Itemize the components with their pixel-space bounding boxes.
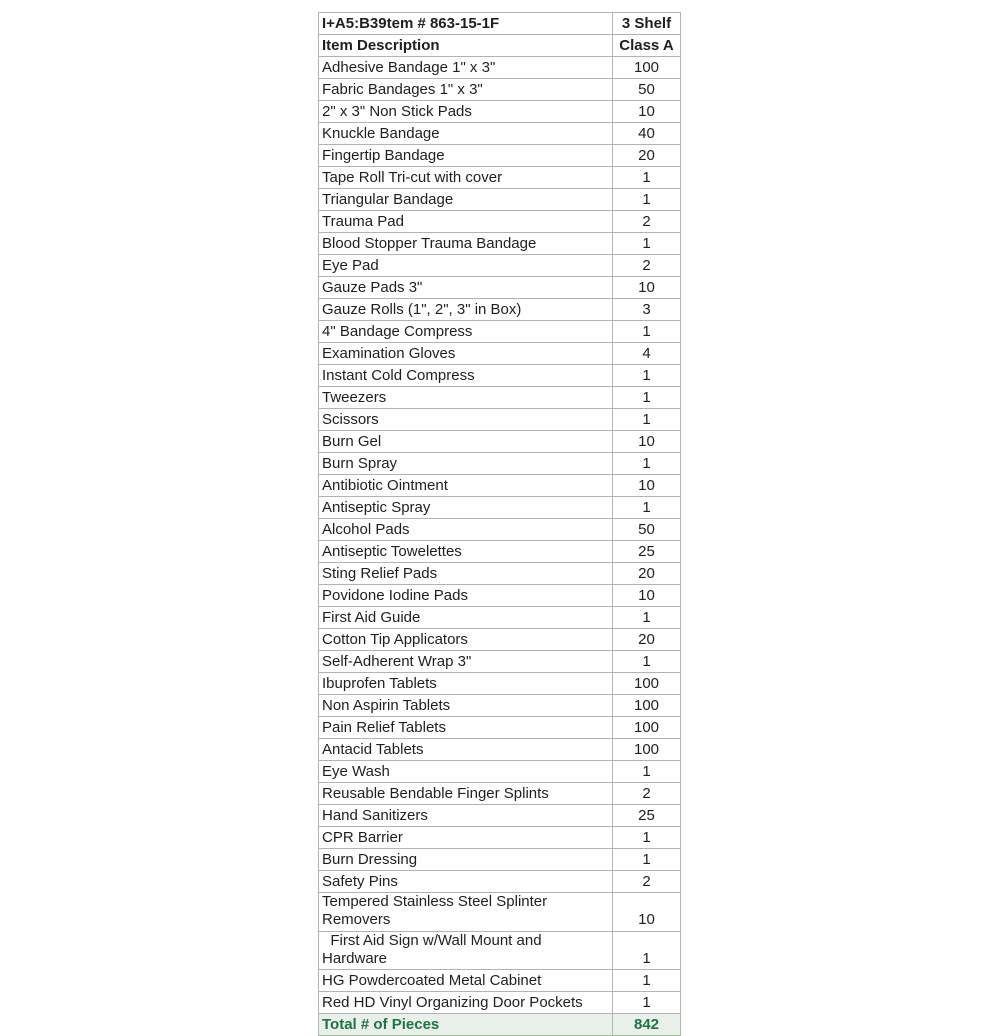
item-cell[interactable]: Burn Dressing xyxy=(319,849,613,871)
table-row xyxy=(319,497,681,519)
qty-cell[interactable]: 1 xyxy=(613,321,681,343)
item-cell[interactable]: Fingertip Bandage xyxy=(319,145,613,167)
qty-cell[interactable]: 100 xyxy=(613,739,681,761)
table-row xyxy=(319,255,681,277)
table-row xyxy=(319,783,681,805)
item-cell[interactable]: Safety Pins xyxy=(319,871,613,893)
table-row xyxy=(319,387,681,409)
item-cell[interactable]: Povidone Iodine Pads xyxy=(319,585,613,607)
qty-cell[interactable]: 25 xyxy=(613,805,681,827)
item-cell[interactable]: Eye Wash xyxy=(319,761,613,783)
table-row xyxy=(319,189,681,211)
title-row xyxy=(319,13,681,35)
qty-cell[interactable]: 1 xyxy=(613,497,681,519)
item-cell[interactable]: Cotton Tip Applicators xyxy=(319,629,613,651)
qty-cell[interactable]: 1 xyxy=(613,189,681,211)
qty-cell[interactable]: 2 xyxy=(613,255,681,277)
item-cell[interactable]: Pain Relief Tablets xyxy=(319,717,613,739)
qty-cell[interactable]: 4 xyxy=(613,343,681,365)
item-cell[interactable]: Tape Roll Tri-cut with cover xyxy=(319,167,613,189)
qty-cell[interactable]: 50 xyxy=(613,79,681,101)
item-cell[interactable]: Non Aspirin Tablets xyxy=(319,695,613,717)
table-row xyxy=(319,299,681,321)
item-cell[interactable]: Sting Relief Pads xyxy=(319,563,613,585)
table-row xyxy=(319,277,681,299)
qty-cell[interactable]: 10 xyxy=(613,101,681,123)
item-cell[interactable]: Blood Stopper Trauma Bandage xyxy=(319,233,613,255)
item-cell[interactable]: Hand Sanitizers xyxy=(319,805,613,827)
item-cell[interactable]: Self-Adherent Wrap 3" xyxy=(319,651,613,673)
qty-cell[interactable]: 1 xyxy=(613,761,681,783)
table-row xyxy=(319,651,681,673)
qty-cell[interactable]: 25 xyxy=(613,541,681,563)
item-cell[interactable]: Ibuprofen Tablets xyxy=(319,673,613,695)
item-description-header-cell[interactable]: Item Description xyxy=(319,35,613,57)
qty-cell[interactable]: 1 xyxy=(613,167,681,189)
first-aid-inventory-table xyxy=(318,12,681,1036)
qty-cell[interactable]: 1 xyxy=(613,365,681,387)
item-cell[interactable]: Fabric Bandages 1" x 3" xyxy=(319,79,613,101)
class-a-header-cell[interactable]: Class A xyxy=(613,35,681,57)
qty-cell[interactable]: 100 xyxy=(613,695,681,717)
table-row xyxy=(319,145,681,167)
table-row xyxy=(319,541,681,563)
item-cell[interactable]: Red HD Vinyl Organizing Door Pockets xyxy=(319,992,613,1014)
qty-cell[interactable]: 1 xyxy=(613,387,681,409)
table-row xyxy=(319,607,681,629)
qty-cell[interactable]: 10 xyxy=(613,277,681,299)
qty-cell[interactable]: 40 xyxy=(613,123,681,145)
table-row xyxy=(319,992,681,1014)
item-cell[interactable]: Examination Gloves xyxy=(319,343,613,365)
qty-cell[interactable]: 10 xyxy=(613,431,681,453)
item-cell[interactable]: Alcohol Pads xyxy=(319,519,613,541)
qty-cell[interactable]: 100 xyxy=(613,717,681,739)
qty-cell[interactable]: 10 xyxy=(613,585,681,607)
item-cell[interactable]: HG Powdercoated Metal Cabinet xyxy=(319,970,613,992)
table-row xyxy=(319,931,681,970)
table-row xyxy=(319,167,681,189)
table-row xyxy=(319,453,681,475)
table-row xyxy=(319,365,681,387)
item-cell[interactable]: Antibiotic Ointment xyxy=(319,475,613,497)
qty-cell[interactable]: 2 xyxy=(613,211,681,233)
item-cell[interactable]: Triangular Bandage xyxy=(319,189,613,211)
table-row xyxy=(319,673,681,695)
item-cell[interactable]: 4" Bandage Compress xyxy=(319,321,613,343)
table-row xyxy=(319,343,681,365)
qty-cell[interactable]: 1 xyxy=(613,233,681,255)
table-row xyxy=(319,431,681,453)
qty-cell[interactable]: 100 xyxy=(613,673,681,695)
item-cell[interactable]: First Aid Sign w/Wall Mount and Hardware xyxy=(319,931,613,970)
qty-cell[interactable]: 1 xyxy=(613,453,681,475)
table-row xyxy=(319,101,681,123)
item-cell[interactable]: Trauma Pad xyxy=(319,211,613,233)
table-row xyxy=(319,871,681,893)
item-cell[interactable]: Antiseptic Spray xyxy=(319,497,613,519)
total-value-cell[interactable]: 842 xyxy=(613,1014,681,1036)
item-cell[interactable]: Antiseptic Towelettes xyxy=(319,541,613,563)
table-row xyxy=(319,827,681,849)
table-row xyxy=(319,970,681,992)
table-row xyxy=(319,475,681,497)
item-cell[interactable]: Gauze Pads 3" xyxy=(319,277,613,299)
table-row xyxy=(319,123,681,145)
item-cell[interactable]: CPR Barrier xyxy=(319,827,613,849)
item-cell[interactable]: Burn Gel xyxy=(319,431,613,453)
item-cell[interactable]: 2" x 3" Non Stick Pads xyxy=(319,101,613,123)
item-cell[interactable]: Adhesive Bandage 1" x 3" xyxy=(319,57,613,79)
qty-cell[interactable]: 1 xyxy=(613,992,681,1014)
table-row xyxy=(319,409,681,431)
item-cell[interactable]: Tempered Stainless Steel Splinter Removers xyxy=(319,893,613,932)
table-row xyxy=(319,563,681,585)
qty-cell[interactable]: 100 xyxy=(613,57,681,79)
total-row xyxy=(319,1014,681,1036)
qty-cell[interactable]: 1 xyxy=(613,827,681,849)
table-row xyxy=(319,849,681,871)
qty-cell[interactable]: 20 xyxy=(613,563,681,585)
qty-cell[interactable]: 20 xyxy=(613,629,681,651)
qty-cell[interactable]: 1 xyxy=(613,651,681,673)
item-cell[interactable]: Burn Spray xyxy=(319,453,613,475)
qty-cell[interactable]: 2 xyxy=(613,783,681,805)
table-row xyxy=(319,805,681,827)
item-number-cell[interactable]: I+A5:B39tem # 863-15-1F xyxy=(319,13,613,35)
total-label-cell[interactable]: Total # of Pieces xyxy=(319,1014,613,1036)
item-cell[interactable]: Eye Pad xyxy=(319,255,613,277)
item-cell[interactable]: Knuckle Bandage xyxy=(319,123,613,145)
table-row xyxy=(319,761,681,783)
qty-cell[interactable]: 1 xyxy=(613,849,681,871)
qty-cell[interactable]: 10 xyxy=(613,475,681,497)
item-cell[interactable]: Reusable Bendable Finger Splints xyxy=(319,783,613,805)
table-row xyxy=(319,519,681,541)
qty-cell[interactable]: 1 xyxy=(613,607,681,629)
item-cell[interactable]: Antacid Tablets xyxy=(319,739,613,761)
qty-cell[interactable]: 20 xyxy=(613,145,681,167)
table-row xyxy=(319,739,681,761)
qty-cell[interactable]: 1 xyxy=(613,931,681,970)
table-row xyxy=(319,211,681,233)
table-row xyxy=(319,233,681,255)
shelf-cell[interactable]: 3 Shelf xyxy=(613,13,681,35)
qty-cell[interactable]: 1 xyxy=(613,409,681,431)
table-row xyxy=(319,57,681,79)
table-row xyxy=(319,893,681,932)
column-header-row xyxy=(319,35,681,57)
qty-cell[interactable]: 10 xyxy=(613,893,681,932)
qty-cell[interactable]: 50 xyxy=(613,519,681,541)
table-row xyxy=(319,629,681,651)
table-row xyxy=(319,79,681,101)
table-row xyxy=(319,585,681,607)
item-cell[interactable]: Instant Cold Compress xyxy=(319,365,613,387)
table-row xyxy=(319,717,681,739)
item-cell[interactable]: Tweezers xyxy=(319,387,613,409)
table-row xyxy=(319,321,681,343)
item-cell[interactable]: Gauze Rolls (1", 2", 3" in Box) xyxy=(319,299,613,321)
table-row xyxy=(319,695,681,717)
item-cell[interactable]: First Aid Guide xyxy=(319,607,613,629)
qty-cell[interactable]: 3 xyxy=(613,299,681,321)
qty-cell[interactable]: 1 xyxy=(613,970,681,992)
qty-cell[interactable]: 2 xyxy=(613,871,681,893)
item-cell[interactable]: Scissors xyxy=(319,409,613,431)
